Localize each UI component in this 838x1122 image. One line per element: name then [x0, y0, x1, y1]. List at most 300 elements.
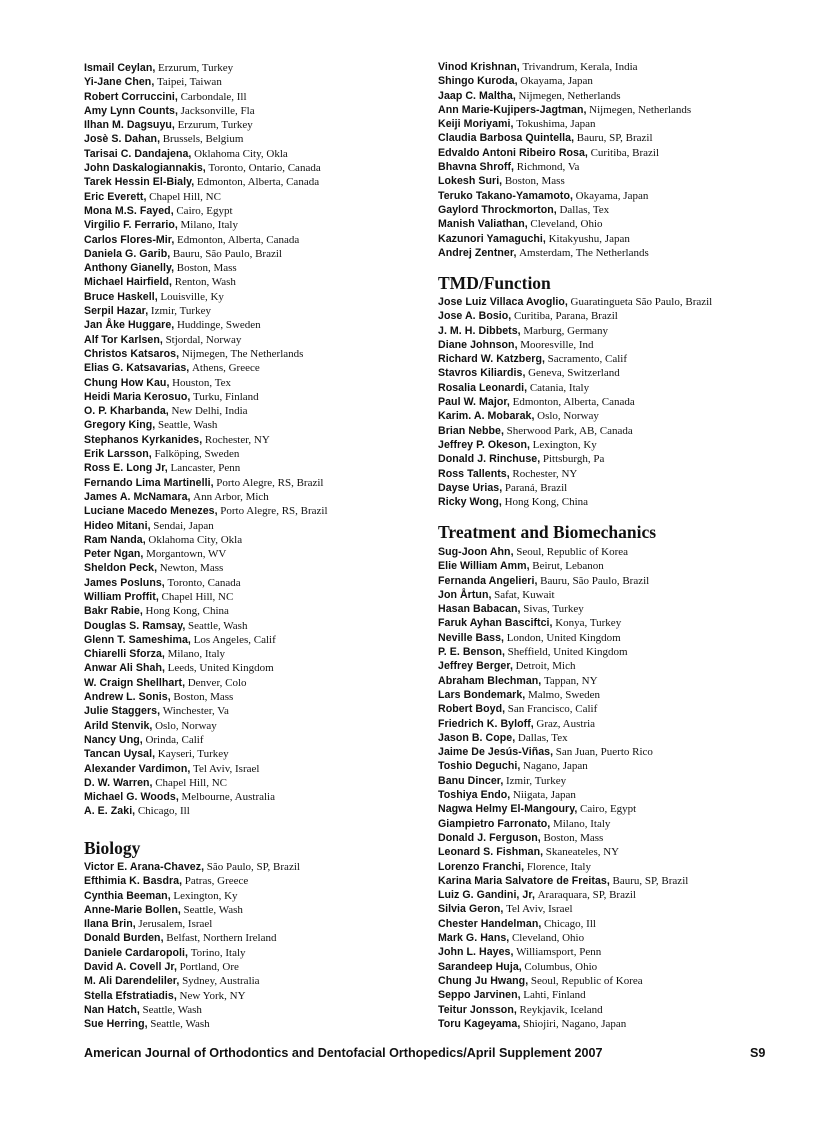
reviewer-location: Chicago, Ill [544, 917, 596, 930]
reviewer-name: M. Ali Darendeliler, [84, 975, 180, 988]
reviewer-entry [84, 619, 328, 633]
reviewer-name: Teitur Jonsson, [438, 1003, 517, 1016]
reviewer-location: New York, NY [179, 989, 246, 1002]
reviewer-name: Dayse Urias, [438, 481, 503, 494]
reviewer-entry [84, 533, 328, 547]
reviewer-location: Shiojiri, Nagano, Japan [523, 1017, 627, 1030]
reviewer-location: Houston, Tex [172, 376, 232, 389]
reviewer-name: Robert Boyd, [438, 703, 506, 716]
reviewer-name: Silvia Geron, [438, 903, 504, 916]
reviewer-name: Friedrich K. Byloff, [438, 717, 534, 730]
reviewer-name: Christos Katsaros, [84, 347, 180, 360]
reviewer-name: Shingo Kuroda, [438, 75, 518, 88]
reviewer-location: Kitakyushu, Japan [548, 232, 630, 245]
reviewer-entry [84, 247, 328, 261]
reviewer-location: Rochester, NY [204, 433, 270, 446]
reviewer-location: Renton, Wash [174, 276, 236, 289]
reviewer-name: Lars Bondemark, [438, 688, 526, 701]
reviewer-location: Amsterdam, The Netherlands [519, 246, 649, 259]
reviewer-list [84, 61, 328, 819]
reviewer-location: Seattle, Wash [183, 903, 243, 916]
reviewer-location: Lancaster, Penn [170, 462, 241, 475]
section-heading: TMD/Function [438, 273, 551, 293]
reviewer-entry [84, 147, 328, 161]
reviewer-location: Trivandrum, Kerala, India [522, 61, 638, 73]
reviewer-location: London, United Kingdom [506, 631, 621, 644]
reviewer-entry [84, 561, 328, 575]
reviewer-entry [438, 309, 712, 323]
reviewer-name: Jose Luiz Villaca Avoglio, [438, 296, 568, 308]
reviewer-entry [84, 747, 328, 761]
reviewer-name: Donald J. Ferguson, [438, 831, 541, 844]
reviewer-location: Chapel Hill, NC [149, 190, 221, 203]
reviewer-entry [438, 424, 712, 438]
reviewer-name: Seppo Jarvinen, [438, 989, 521, 1002]
reviewer-location: Athens, Greece [191, 362, 260, 375]
reviewer-location: Erzurum, Turkey [177, 119, 253, 132]
reviewer-location: Oslo, Norway [155, 719, 217, 732]
reviewer-location: Torino, Italy [190, 946, 246, 959]
reviewer-location: Skaneateles, NY [545, 846, 620, 859]
reviewer-name: Nancy Ung, [84, 733, 143, 746]
reviewer-entry [84, 1017, 300, 1031]
reviewer-list [438, 545, 688, 1031]
reviewer-entry [438, 60, 691, 74]
reviewer-location: Belfast, Northern Ireland [166, 932, 277, 945]
reviewer-name: Karim. A. Mobarak, [438, 410, 535, 423]
reviewer-entry [438, 688, 688, 702]
reviewer-entry [84, 361, 328, 375]
reviewer-name: Cynthia Beeman, [84, 889, 171, 902]
reviewer-entry [84, 61, 328, 75]
reviewer-name: Nagwa Helmy El-Mangoury, [438, 803, 578, 816]
reviewer-name: Mona M.S. Fayed, [84, 204, 174, 217]
section-heading: Treatment and Biomechanics [438, 522, 657, 542]
reviewer-entry [438, 74, 691, 88]
reviewer-location: Mooresville, Ind [520, 338, 594, 351]
reviewer-entry [84, 376, 328, 390]
reviewer-entry [438, 1017, 688, 1031]
reviewer-location: Louisville, Ky [160, 290, 224, 303]
reviewer-name: Faruk Ayhan Basciftci, [438, 617, 553, 630]
reviewer-name: Toshio Deguchi, [438, 760, 521, 773]
reviewer-name: Jon Årtun, [438, 588, 492, 601]
reviewer-location: Turku, Finland [193, 390, 259, 403]
reviewer-location: Rochester, NY [512, 467, 578, 480]
reviewer-name: Luciane Macedo Menezes, [84, 505, 218, 518]
reviewer-entry [438, 974, 688, 988]
reviewer-entry [84, 733, 328, 747]
reviewer-name: Anthony Gianelly, [84, 262, 175, 275]
reviewer-entry [84, 860, 300, 874]
reviewer-entry [84, 604, 328, 618]
reviewer-location: Curitiba, Brazil [590, 146, 660, 159]
reviewer-name: A. E. Zaki, [84, 805, 136, 818]
reviewer-location: Stjordal, Norway [165, 333, 242, 346]
reviewer-name: Diane Johnson, [438, 338, 518, 351]
reviewer-location: Jerusalem, Israel [138, 918, 213, 931]
reviewer-entry [438, 817, 688, 831]
reviewer-location: Milano, Italy [167, 648, 226, 661]
reviewer-name: Eric Everett, [84, 190, 147, 203]
reviewer-name: Ilana Brin, [84, 918, 136, 931]
reviewer-name: Yi-Jane Chen, [84, 76, 155, 89]
reviewer-entry [438, 438, 712, 452]
reviewer-location: Seattle, Wash [157, 419, 218, 432]
reviewer-name: Keiji Moriyami, [438, 118, 514, 131]
reviewer-location: Milano, Italy [552, 817, 611, 830]
reviewer-entry [84, 719, 328, 733]
reviewer-location: Araraquara, SP, Brazil [537, 889, 636, 902]
reviewer-entry [438, 774, 688, 788]
reviewer-name: Nan Hatch, [84, 1003, 140, 1016]
reviewer-location: Huddinge, Sweden [176, 319, 261, 332]
reviewer-location: Columbus, Ohio [524, 960, 598, 973]
reviewer-location: Seoul, Republic of Korea [530, 974, 643, 987]
reviewer-name: James Posluns, [84, 576, 165, 589]
reviewer-entry [84, 261, 328, 275]
reviewer-name: Jan Åke Huggare, [84, 319, 175, 332]
reviewer-location: Cairo, Egypt [176, 204, 233, 217]
reviewer-entry [84, 874, 300, 888]
reviewer-entry [438, 174, 691, 188]
reviewer-name: P. E. Benson, [438, 646, 505, 659]
reviewer-name: Gregory King, [84, 419, 156, 432]
reviewer-name: Ilhan M. Dagsuyu, [84, 119, 175, 132]
reviewer-entry [438, 381, 712, 395]
reviewer-location: Sheffield, United Kingdom [507, 646, 628, 659]
reviewer-location: Edmonton, Alberta, Canada [177, 233, 300, 246]
reviewer-location: Edmonton, Alberta, Canada [196, 176, 320, 189]
reviewer-location: Nijmegen, Netherlands [589, 103, 692, 116]
section-heading: Biology [84, 838, 141, 858]
reviewer-name: Ross Tallents, [438, 467, 510, 480]
reviewer-entry [438, 103, 691, 117]
reviewer-name: Giampietro Farronato, [438, 817, 551, 830]
reviewer-entry [84, 218, 328, 232]
reviewer-location: Morgantown, WV [146, 548, 227, 561]
reviewer-name: Paul W. Major, [438, 396, 510, 409]
reviewer-name: Mark G. Hans, [438, 932, 510, 945]
reviewer-entry [438, 189, 691, 203]
reviewer-name: Tarisai C. Dandajena, [84, 147, 192, 160]
reviewer-entry [438, 366, 712, 380]
reviewer-location: Melbourne, Australia [181, 791, 275, 804]
reviewer-location: Marburg, Germany [523, 324, 609, 337]
reviewer-location: Seattle, Wash [150, 1018, 210, 1031]
reviewer-entry [84, 418, 328, 432]
reviewer-name: Arild Stenvik, [84, 719, 153, 732]
reviewer-name: Ismail Ceylan, [84, 62, 156, 74]
reviewer-entry [438, 802, 688, 816]
reviewer-name: Chung How Kau, [84, 376, 170, 389]
reviewer-name: Fernando Lima Martinelli, [84, 476, 214, 489]
reviewer-name: Brian Nebbe, [438, 424, 504, 437]
reviewer-location: Bauru, SP, Brazil [612, 874, 689, 887]
reviewer-name: Toru Kageyama, [438, 1017, 521, 1030]
reviewer-location: Sherwood Park, AB, Canada [506, 424, 633, 437]
reviewer-entry [438, 352, 712, 366]
reviewer-location: Curitiba, Parana, Brazil [513, 310, 618, 323]
reviewer-entry [84, 161, 328, 175]
reviewer-location: Florence, Italy [526, 860, 591, 873]
reviewer-entry [438, 232, 691, 246]
reviewer-entry [438, 602, 688, 616]
reviewer-location: Oslo, Norway [537, 410, 599, 423]
reviewer-location: Beirut, Lebanon [532, 560, 604, 573]
footer-journal-title: American Journal of Orthodontics and Dentofacial Orthopedics/April Supplement 2007 [84, 1046, 603, 1060]
reviewer-entry [438, 131, 691, 145]
reviewer-name: Stella Efstratiadis, [84, 989, 177, 1002]
reviewer-location: Oklahoma City, Okla [148, 533, 243, 546]
reviewer-location: Richmond, Va [516, 161, 580, 174]
reviewer-location: Hong Kong, China [504, 496, 589, 509]
reviewer-location: Okayama, Japan [520, 75, 593, 88]
reviewer-entry [84, 704, 328, 718]
reviewer-name: W. Craign Shellhart, [84, 676, 186, 689]
reviewer-location: Nijmegen, The Netherlands [181, 347, 304, 360]
reviewer-name: Sheldon Peck, [84, 562, 158, 575]
reviewer-name: Jaime De Jesús-Viñas, [438, 746, 554, 759]
reviewer-name: Rosalia Leonardi, [438, 381, 528, 394]
reviewer-entry [84, 233, 328, 247]
reviewer-name: David A. Covell Jr, [84, 961, 177, 974]
reviewer-location: Taipei, Taiwan [156, 76, 222, 89]
reviewer-entry [84, 762, 328, 776]
reviewer-entry [84, 132, 328, 146]
reviewer-name: Sue Herring, [84, 1018, 148, 1031]
reviewer-entry [438, 902, 688, 916]
reviewer-location: Konya, Turkey [555, 617, 622, 630]
reviewer-location: Boston, Mass [543, 831, 604, 844]
reviewer-location: Pittsburgh, Pa [542, 453, 605, 466]
reviewer-location: Winchester, Va [162, 705, 229, 718]
reviewer-entry [438, 217, 691, 231]
reviewer-location: Leeds, United Kingdom [167, 662, 274, 675]
reviewer-entry [84, 490, 328, 504]
reviewer-entry [438, 917, 688, 931]
reviewer-location: Guaratingueta São Paulo, Brazil [570, 296, 713, 308]
reviewer-name: Alf Tor Karlsen, [84, 333, 163, 346]
reviewer-name: Erik Larsson, [84, 448, 152, 461]
reviewer-name: Anne-Marie Bollen, [84, 903, 181, 916]
reviewer-name: Ricky Wong, [438, 496, 502, 509]
reviewer-location: Toronto, Ontario, Canada [208, 162, 321, 175]
reviewer-entry [438, 831, 688, 845]
reviewer-name: Hideo Mitani, [84, 519, 151, 532]
reviewer-entry [438, 717, 688, 731]
reviewer-name: Michael G. Woods, [84, 791, 179, 804]
reviewer-entry [84, 989, 300, 1003]
reviewer-entry [438, 945, 688, 959]
reviewer-location: Newton, Mass [159, 562, 224, 575]
reviewer-location: Okayama, Japan [575, 189, 649, 202]
reviewer-name: Jeffrey P. Okeson, [438, 438, 530, 451]
reviewer-name: Stephanos Kyrkanides, [84, 433, 203, 446]
reviewer-location: Seoul, Republic of Korea [516, 546, 629, 558]
reviewer-location: Seattle, Wash [188, 619, 248, 632]
reviewer-entry [84, 476, 328, 490]
reviewer-location: Geneva, Switzerland [528, 367, 620, 380]
reviewer-location: Lahti, Finland [523, 989, 586, 1002]
reviewer-entry [438, 659, 688, 673]
reviewer-entry [84, 290, 328, 304]
reviewer-location: Williamsport, Penn [516, 946, 602, 959]
reviewer-entry [438, 495, 712, 509]
reviewer-entry [84, 690, 328, 704]
reviewer-name: Carlos Flores-Mir, [84, 233, 175, 246]
reviewer-name: Kazunori Yamaguchi, [438, 232, 546, 245]
reviewer-entry [438, 203, 691, 217]
reviewer-location: Hong Kong, China [145, 605, 229, 618]
reviewer-entry [84, 433, 328, 447]
reviewer-name: Alexander Vardimon, [84, 762, 191, 775]
reviewer-name: Jaap C. Maltha, [438, 89, 516, 102]
reviewer-name: William Proffit, [84, 590, 159, 603]
reviewer-name: Lokesh Suri, [438, 175, 503, 188]
reviewer-name: Edvaldo Antoni Ribeiro Rosa, [438, 146, 588, 159]
reviewer-name: Douglas S. Ramsay, [84, 619, 186, 632]
reviewer-entry [438, 860, 688, 874]
reviewer-name: Ann Marie-Kujipers-Jagtman, [438, 103, 587, 116]
reviewer-entry [438, 931, 688, 945]
reviewer-name: Banu Dincer, [438, 774, 504, 787]
reviewer-location: Boston, Mass [176, 262, 237, 275]
reviewer-entry [438, 702, 688, 716]
reviewer-entry [438, 545, 688, 559]
reviewer-location: Sydney, Australia [182, 975, 260, 988]
reviewer-location: Tokushima, Japan [516, 118, 596, 131]
reviewer-entry [84, 804, 328, 818]
reviewer-entry [438, 874, 688, 888]
reviewer-entry [84, 347, 328, 361]
reviewer-location: Falköping, Sweden [154, 448, 240, 461]
reviewer-entry [84, 90, 328, 104]
reviewer-name: Heidi Maria Kerosuo, [84, 390, 191, 403]
reviewer-entry [438, 146, 691, 160]
reviewer-name: Donald J. Rinchuse, [438, 453, 541, 466]
reviewer-entry [438, 574, 688, 588]
reviewer-location: Dallas, Tex [559, 203, 610, 216]
reviewer-name: Chiarelli Sforza, [84, 648, 165, 661]
reviewer-name: Elie William Amm, [438, 560, 530, 573]
reviewer-entry [438, 160, 691, 174]
reviewer-name: Lorenzo Franchi, [438, 860, 525, 873]
reviewer-entry [84, 118, 328, 132]
reviewer-entry [438, 616, 688, 630]
reviewer-location: Seattle, Wash [142, 1003, 202, 1016]
reviewer-entry [438, 759, 688, 773]
reviewer-entry [438, 631, 688, 645]
reviewer-entry [84, 104, 328, 118]
reviewer-entry [84, 519, 328, 533]
reviewer-entry [84, 1003, 300, 1017]
reviewer-entry [438, 409, 712, 423]
reviewer-location: Brussels, Belgium [162, 133, 244, 146]
reviewer-entry [438, 467, 712, 481]
reviewer-location: Izmir, Turkey [506, 774, 567, 787]
reviewer-entry [438, 1003, 688, 1017]
reviewer-name: Bakr Rabie, [84, 605, 143, 618]
reviewer-location: Cairo, Egypt [580, 803, 637, 816]
reviewer-name: Jose A. Bosio, [438, 310, 512, 323]
reviewer-entry [84, 75, 328, 89]
reviewer-location: San Juan, Puerto Rico [555, 746, 653, 759]
reviewer-name: Sug-Joon Ahn, [438, 546, 514, 558]
reviewer-name: Robert Corruccini, [84, 90, 178, 103]
reviewer-name: Serpil Hazar, [84, 305, 149, 318]
reviewer-name: Michael Hairfield, [84, 276, 173, 289]
reviewer-name: Bhavna Shroff, [438, 161, 515, 174]
reviewer-name: Tarek Hessin El-Bialy, [84, 176, 195, 189]
reviewer-entry [84, 917, 300, 931]
reviewer-name: Daniela G. Garib, [84, 247, 171, 260]
reviewer-name: Chester Handelman, [438, 917, 542, 930]
reviewer-location: Edmonton, Alberta, Canada [512, 396, 635, 409]
reviewer-location: Ann Arbor, Mich [193, 490, 269, 503]
reviewer-entry [84, 333, 328, 347]
reviewer-name: Luiz G. Gandini, Jr, [438, 889, 535, 902]
reviewer-location: Boston, Mass [173, 691, 234, 704]
reviewer-entry [438, 845, 688, 859]
reviewer-entry [438, 395, 712, 409]
reviewer-name: Stavros Kiliardis, [438, 367, 526, 380]
reviewer-entry [438, 559, 688, 573]
reviewer-location: Graz, Austria [536, 717, 596, 730]
reviewer-name: Ross E. Long Jr, [84, 462, 168, 475]
reviewer-name: Anwar Ali Shah, [84, 662, 165, 675]
reviewer-list [438, 295, 712, 509]
reviewer-name: Elias G. Katsavarias, [84, 362, 190, 375]
reviewer-entry [438, 788, 688, 802]
reviewer-name: Gaylord Throckmorton, [438, 203, 557, 216]
reviewer-location: Portland, Ore [179, 961, 239, 974]
reviewer-location: Porto Alegre, RS, Brazil [220, 505, 328, 518]
reviewer-entry [438, 117, 691, 131]
reviewer-location: Reykjavik, Iceland [519, 1003, 603, 1016]
reviewer-entry [438, 988, 688, 1002]
reviewer-entry [84, 647, 328, 661]
reviewer-entry [84, 974, 300, 988]
reviewer-entry [438, 481, 712, 495]
reviewer-name: Teruko Takano-Yamamoto, [438, 189, 573, 202]
reviewer-location: Jacksonville, Fla [180, 104, 255, 117]
reviewer-location: Chapel Hill, NC [155, 776, 228, 789]
reviewer-name: O. P. Kharbanda, [84, 405, 169, 418]
reviewer-name: Bruce Haskell, [84, 290, 158, 303]
reviewer-entry [84, 590, 328, 604]
reviewer-name: Leonard S. Fishman, [438, 846, 544, 859]
reviewer-location: Sacramento, Calif [547, 353, 628, 366]
reviewer-location: Los Angeles, Calif [193, 633, 276, 646]
reviewer-entry [84, 275, 328, 289]
reviewer-location: Safat, Kuwait [494, 588, 555, 601]
reviewer-location: Lexington, Ky [173, 889, 238, 902]
reviewer-entry [84, 447, 328, 461]
reviewer-entry [84, 661, 328, 675]
reviewer-location: Patras, Greece [184, 875, 249, 888]
reviewer-entry [438, 338, 712, 352]
reviewer-location: Dallas, Tex [517, 731, 568, 744]
reviewer-entry [84, 790, 328, 804]
reviewer-entry [84, 304, 328, 318]
reviewer-entry [84, 946, 300, 960]
reviewer-location: Cleveland, Ohio [530, 218, 603, 231]
reviewer-location: Bauru, São Paulo, Brazil [172, 247, 282, 260]
reviewer-entry [84, 175, 328, 189]
reviewer-location: Paraná, Brazil [504, 481, 568, 494]
reviewer-name: Peter Ngan, [84, 548, 144, 561]
